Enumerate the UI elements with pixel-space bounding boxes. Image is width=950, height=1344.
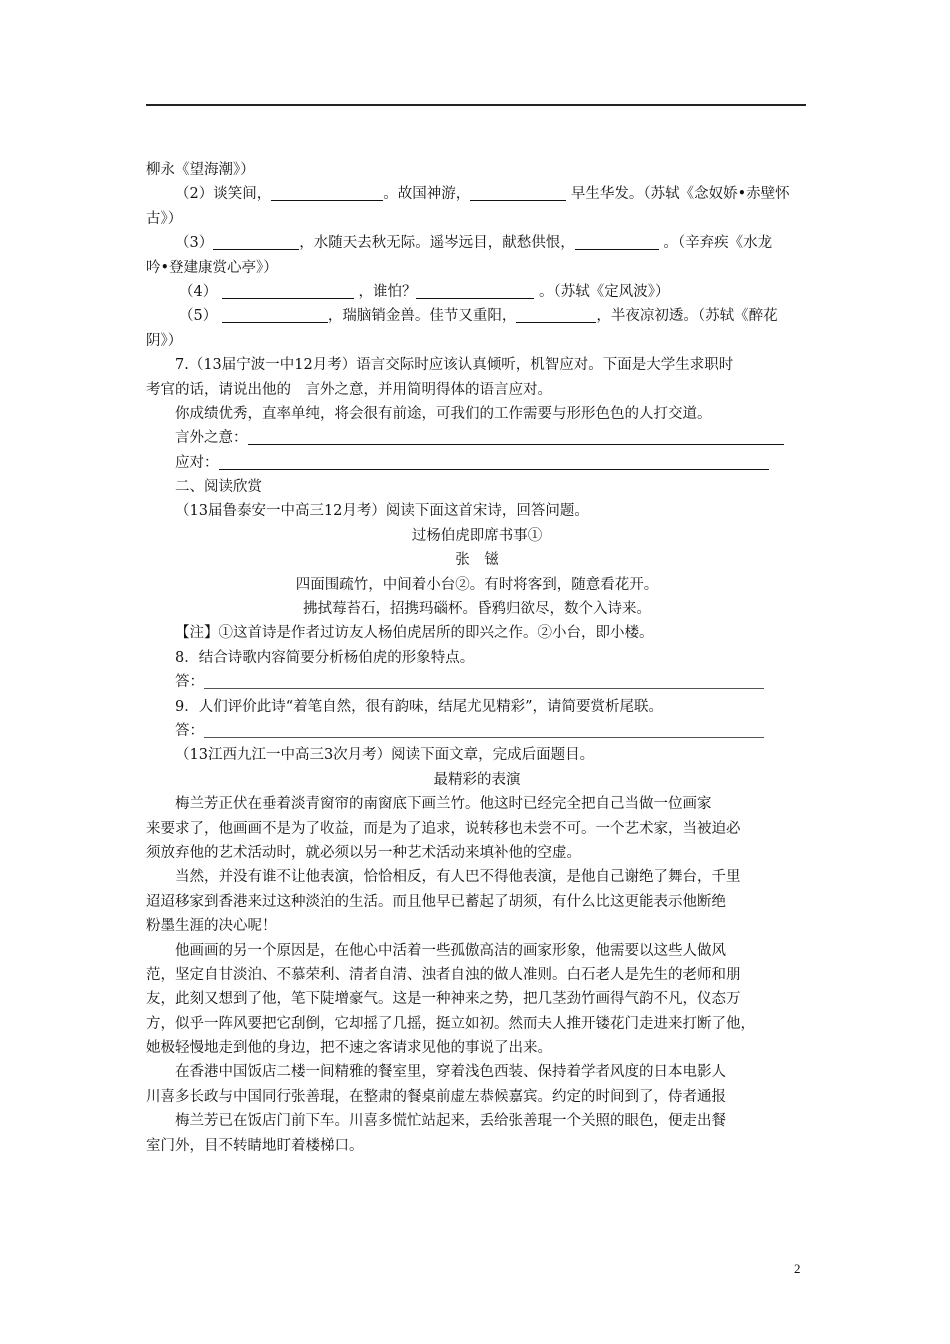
blank[interactable] — [222, 307, 328, 323]
paragraph-line: 粉墨生涯的决心呢！ — [146, 918, 277, 935]
article-title: 最精彩的表演 — [433, 771, 521, 788]
poem-title: 过杨伯虎即席书事① — [411, 527, 543, 544]
blank[interactable] — [222, 283, 354, 299]
page-number: 2 — [794, 1261, 801, 1276]
poem-author: 张 镃 — [455, 552, 499, 569]
paragraph-line: 他画画的另一个原因是，在他心中活着一些孤傲高洁的画家形象，他需要以这些人做风 — [175, 942, 726, 959]
fill-blank-5: （5） ，瑞脑销金兽。佳节又重阳， ，半夜凉初透。（苏轼《醉花 — [179, 308, 778, 325]
paragraph-line: 梅兰芳已在饭店门前下车。川喜多慌忙站起来，丢给张善琨一个关照的眼色，便走出餐 — [175, 1113, 726, 1130]
question-9: 9．人们评价此诗“着笔自然，很有韵味，结尾尤见精彩”，请简要赏析尾联。 — [175, 698, 664, 715]
paragraph-line: 室门外，目不转睛地盯着楼梯口。 — [146, 1137, 364, 1154]
fill-blank-4: （4） ，谁怕？ 。（苏轼《定风波》） — [179, 283, 670, 300]
text-line: 古》） — [146, 210, 183, 227]
blank[interactable] — [516, 307, 596, 323]
paragraph-line: 来要求了，他画画不是为了收益，而是为了追求，说转移也未尝不可。一个艺术家，当被迫必 — [146, 820, 741, 837]
blank[interactable] — [271, 185, 383, 201]
paragraph-line: 迢迢移家到香港来过这种淡泊的生活。而且他早已蓄起了胡须，有什么比这更能表示他断绝 — [146, 893, 726, 910]
answer-9: 答： — [146, 719, 808, 743]
answer-blank[interactable] — [248, 429, 784, 445]
text-line: 吟•登建康赏心亭》） — [146, 259, 278, 276]
answer-8: 答： — [146, 670, 808, 694]
fill-blank-2: （2）谈笑间， 。故国神游， 早生华发。（苏轼《念奴娇•赤壁怀 — [175, 186, 790, 203]
paragraph-line: 须放弃他的艺术活动时，就必须以另一种艺术活动来填补他的空虚。 — [146, 844, 581, 861]
poem-line: 四面围疏竹，中间着小台②。有时将客到，随意看花开。 — [295, 576, 659, 593]
article-intro: （13江西九江一中高三3次月考）阅读下面文章，完成后面题目。 — [175, 747, 595, 764]
quote-line: 你成绩优秀，直率单纯，将会很有前途，可我们的工作需要与形形色色的人打交道。 — [175, 405, 712, 422]
answer-blank[interactable] — [204, 722, 764, 738]
blank[interactable] — [575, 234, 659, 250]
paragraph-line: 在香港中国饭店二楼一间精雅的餐室里，穿着浅色西装、保持着学者风度的日本电影人 — [175, 1064, 726, 1081]
paragraph-line: 友，此刻又想到了他，笔下陡增豪气。这是一种神来之势，把几茎劲竹画得气韵不凡，仪态万 — [146, 991, 741, 1008]
header-rule — [146, 104, 806, 106]
poem-intro: （13届鲁泰安一中高三12月考）阅读下面这首宋诗，回答问题。 — [175, 503, 589, 520]
paragraph-line: 范，坚定自甘淡泊、不慕荣利、清者自清、浊者自浊的做人准则。白石老人是先生的老师和朋 — [146, 966, 741, 983]
answer-blank[interactable] — [219, 454, 769, 470]
text-line: 阴》） — [146, 332, 183, 349]
paragraph-line: 梅兰芳正伏在垂着淡青窗帘的南窗底下画兰竹。他这时已经完全把自己当做一位画家 — [175, 796, 712, 813]
document-body — [146, 158, 808, 1158]
fill-blank-3: （3） ，水随天去秋无际。遥岑远目，献愁供恨， 。（辛弃疾《水龙 — [175, 235, 773, 252]
paragraph-line: 方，似乎一阵风要把它刮倒，它却摇了几摇，挺立如初。然而夫人推开镂花门走进来打断了他， — [146, 1015, 755, 1032]
blank[interactable] — [213, 234, 299, 250]
answer-implied: 言外之意： — [146, 426, 808, 450]
poem-note: 【注】①这首诗是作者过访友人杨伯虎居所的即兴之作。②小台，即小楼。 — [175, 625, 654, 642]
paragraph-line: 川喜多长政与中国同行张善琨，在整肃的餐桌前虚左恭候嘉宾。约定的时间到了，侍者通报 — [146, 1088, 726, 1105]
blank[interactable] — [416, 283, 534, 299]
blank[interactable] — [470, 185, 566, 201]
paragraph-line: 她极轻慢地走到他的身边，把不速之客请求见他的事说了出来。 — [146, 1040, 552, 1057]
text-line: 考官的话，请说出他的 言外之意，并用简明得体的语言应对。 — [146, 381, 552, 398]
answer-response: 应对： — [146, 451, 808, 475]
text-line: 柳永《望海潮》） — [146, 162, 255, 178]
paragraph-line: 当然，并没有谁不让他表演，恰恰相反，有人巴不得他表演，是他自己谢绝了舞台，千里 — [175, 869, 741, 886]
question-7: 7.（13届宁波一中12月考）语言交际时应该认真倾听，机智应对。下面是大学生求职时 — [175, 357, 734, 374]
question-8: 8．结合诗歌内容简要分析杨伯虎的形象特点。 — [175, 649, 475, 666]
poem-line: 拂拭莓苔石，招携玛碯杯。昏鸦归欲尽，数个入诗来。 — [303, 601, 651, 618]
section-heading: 二、阅读欣赏 — [175, 479, 262, 496]
answer-blank[interactable] — [204, 673, 764, 689]
